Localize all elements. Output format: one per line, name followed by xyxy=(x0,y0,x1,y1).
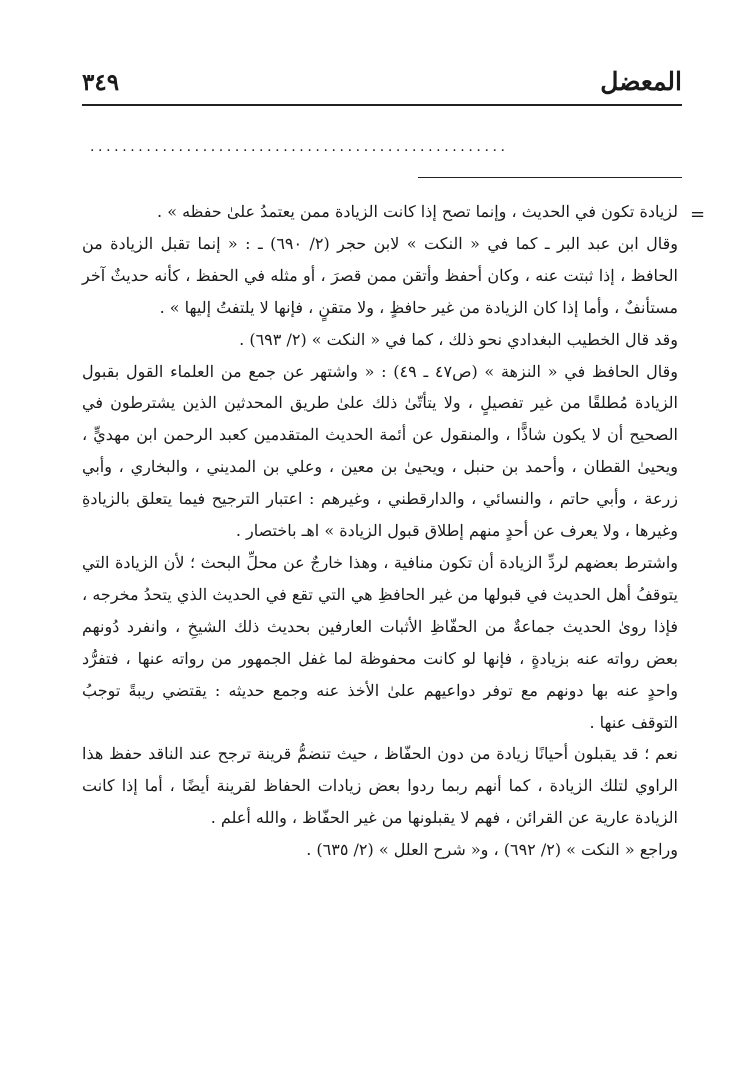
footnote-paragraph: لزيادة تكون في الحديث ، وإنما تصح إذا كانت الزيادة ممن يعتمدُ علىٰ حفظه » . xyxy=(157,202,678,221)
footnote-paragraph: نعم ؛ قد يقبلون أحيانًا زيادة من دون الحفّاظ ، حيث تنضمُّ قرينة ترجح عند الناقد حفظ هذا الراوي لتلك الزيادة ، كما أنهم ربما ردوا بعض زيادات الحفاظ لقرينة أيضًا ، أما إذا كانت الزيادة عارية عن القرائن ، فهم لا يقبلونها من غير الحفّاظ ، والله أعلم . xyxy=(82,744,678,828)
footnote-paragraph: وقال ابن عبد البر ـ كما في « النكت » لابن حجر (٢/ ٦٩٠) ـ : « إنما تقبل الزيادة من الحافظ ، إذا ثبتت عنه ، وكان أحفظ وأتقن ممن قصرَ ، أو مثله في الحفظ ، كأنه حديثٌ آخر مستأنفٌ ، وأما إذا كان الزيادة من غير حافظٍ ، ولا متقنٍ ، فإنها لا يلتفتُ إليها » . xyxy=(82,233,678,317)
footnote-paragraph: وقد قال الخطيب البغدادي نحو ذلك ، كما في « النكت » (٢/ ٦٩٣) . xyxy=(239,329,678,349)
footnote-body xyxy=(82,196,678,866)
footnote-continuation-mark: = xyxy=(690,204,706,225)
page-number: ٣٤٩ xyxy=(82,69,120,96)
omission-dots: .................................................... xyxy=(90,140,509,154)
page-header xyxy=(82,58,682,102)
page-title: المعضل xyxy=(600,67,682,96)
footnote-paragraph: واشترط بعضهم لردِّ الزيادة أن تكون منافية ، وهذا خارجٌ عن محلِّ البحث ؛ لأن الزيادة التي يتوقفُ أهل الحديث في قبولها من غير الحافظِ هي التي تقع في الحديث الذي يتحدُ مخرجه ، فإذا روىٰ الحديث جماعةٌ من الحفّاظِ الأثبات العارفين بحديث ذلك الشيخِ ، وانفرد دُونهم بعض رواته عنه بزيادةٍ ، فإنها لو كانت محفوظة لما غفل الجمهور من رواته عنها ، فتفرُّد واحدٍ عنه بها دونهم مع توفر دواعيهم علىٰ الأخذ عنه وجمع حديثه : يقتضي ريبةً توجبُ التوقف عنها . xyxy=(82,552,678,732)
header-divider xyxy=(82,104,682,106)
footnote-divider xyxy=(418,177,682,178)
footnote-paragraph: وقال الحافظ في « النزهة » (ص٤٧ ـ ٤٩) : « واشتهر عن جمع من العلماء القول بقبول الزيادة مُطلقًا من غير تفصيلٍ ، ولا يتأتّىٰ ذلك علىٰ طريق المحدثين الذين يشترطون في الصحيح أن لا يكون شاذًّا ، والمنقول عن أئمة الحديث المتقدمين كعبد الرحمن ابن مهديٍّ ، ويحيىٰ القطان ، وأحمد بن حنبل ، ويحيىٰ بن معين ، وعلي بن المديني ، والبخاري ، وأبي زرعة ، وأبي حاتم ، والنسائي ، والدارقطني ، وغيرهم : اعتبار الترجيح فيما يتعلق بالزيادةِ وغيرها ، ولا يعرف عن أحدٍ منهم إطلاق قبول الزيادة » اهـ باختصار . xyxy=(82,361,679,541)
footnote-paragraph: وراجع « النكت » (٢/ ٦٩٢) ، و« شرح العلل » (٢/ ٦٣٥) . xyxy=(306,840,678,860)
